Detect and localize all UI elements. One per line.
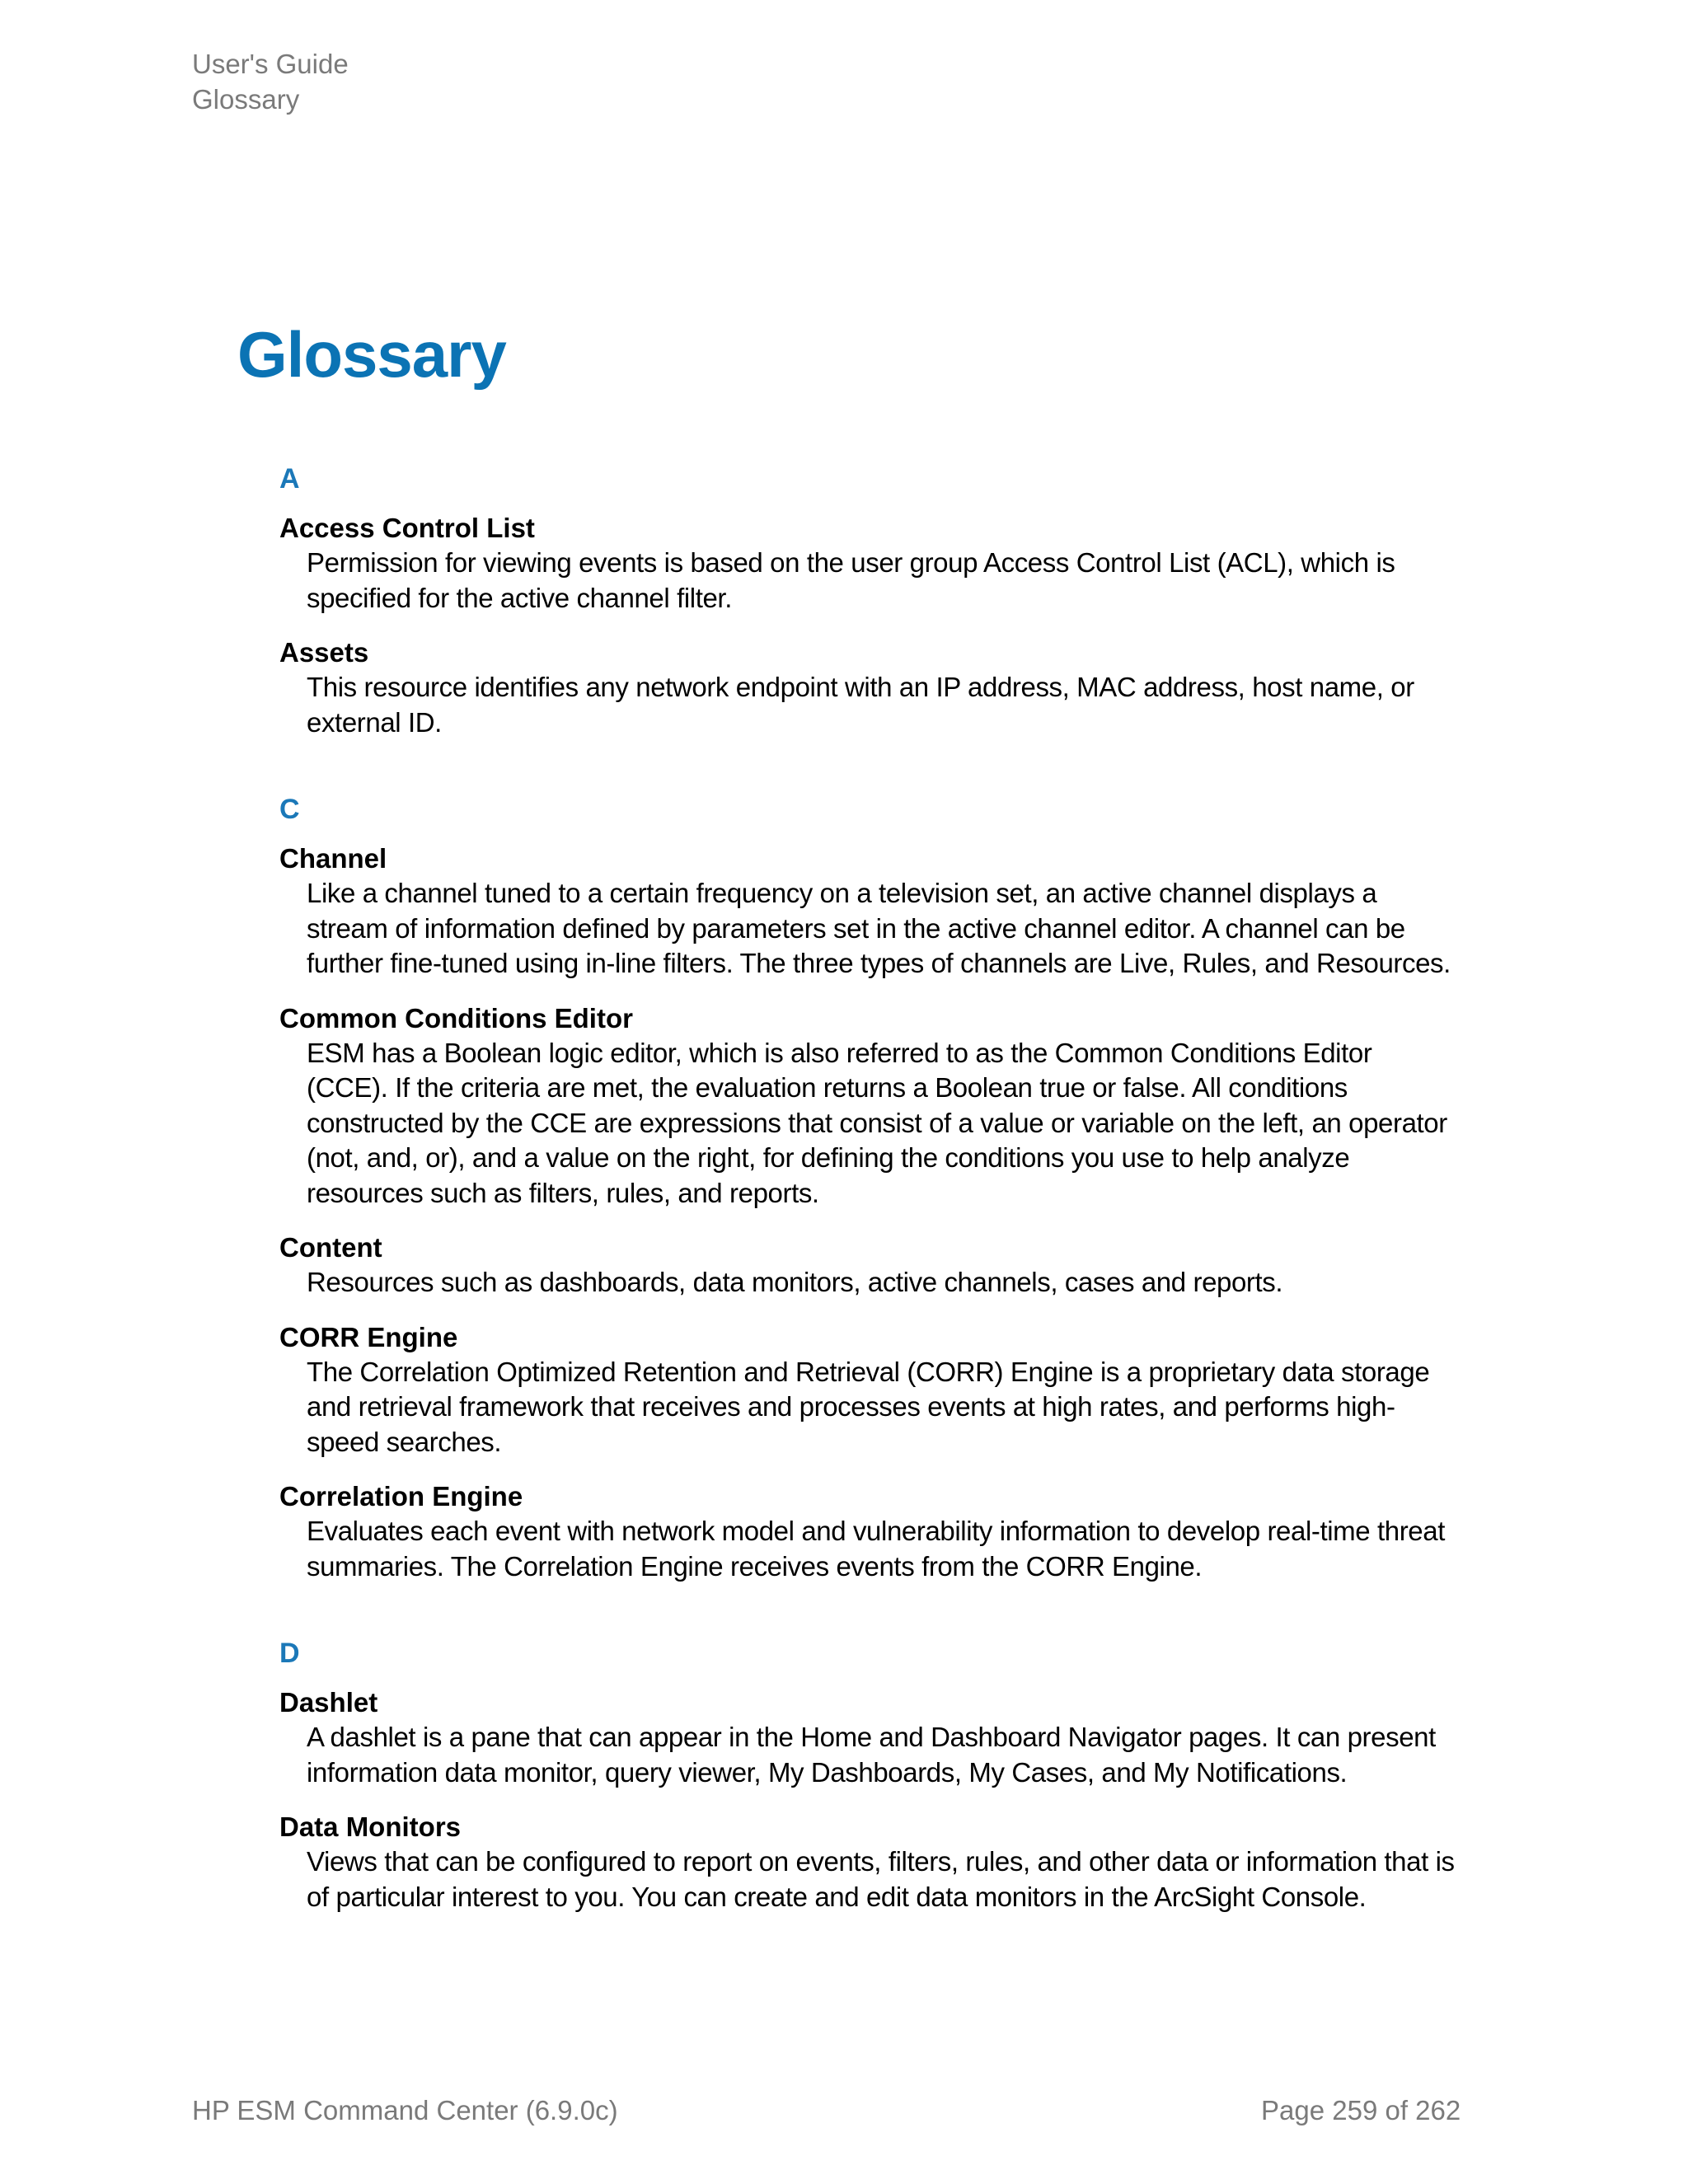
glossary-term: Content [279, 1232, 382, 1263]
footer-page-number: Page 259 of 262 [1261, 2095, 1461, 2125]
page-title: Glossary [237, 318, 506, 391]
letter-section-a [279, 457, 1458, 740]
header-guide-name: User's Guide [192, 49, 349, 79]
glossary-definition: ESM has a Boolean logic editor, which is also referred to as the Common Conditions Editor (CCE). If the criteria are met, the evaluation returns a Boolean true or false. All conditions constructed by the CCE are expressions that consist of a value or variable on the left, an operator (not, and, or), and a value on the right, for defining the conditions you use to help analyze resources such as filters, rules, and reports. [307, 1037, 1447, 1208]
glossary-definition: Like a channel tuned to a certain frequency on a television set, an active channel displays a stream of information defined by parameters set in the active channel editor. A channel can be further fine-tuned using in-line filters. The three types of channels are Live, Rules, and Resources. [307, 878, 1451, 978]
glossary-definition: Evaluates each event with network model and vulnerability information to develop real-time threat summaries. The Correlation Engine receives events from the CORR Engine. [307, 1516, 1445, 1582]
glossary-definition: A dashlet is a pane that can appear in the Home and Dashboard Navigator pages. It can present information data monitor, query viewer, My Dashboards, My Cases, and My Notifications. [307, 1722, 1436, 1788]
glossary-entry [279, 1685, 1458, 1790]
letter-heading: A [279, 463, 300, 494]
glossary-list [279, 457, 1458, 1915]
glossary-entry [279, 1479, 1458, 1584]
letter-section-c [279, 788, 1458, 1584]
running-header [192, 46, 349, 117]
glossary-term: Data Monitors [279, 1811, 462, 1842]
glossary-entry [279, 1230, 1458, 1301]
glossary-entry [279, 1001, 1458, 1212]
letter-heading: D [279, 1638, 300, 1669]
letter-section-d [279, 1632, 1458, 1915]
glossary-term: Correlation Engine [279, 1481, 523, 1511]
glossary-definition: The Correlation Optimized Retention and Retrieval (CORR) Engine is a proprietary data storage and retrieval framework that receives and processes events at high rates, and performs high-speed searches. [307, 1356, 1430, 1457]
glossary-term: Assets [279, 637, 369, 668]
glossary-entry [279, 511, 1458, 616]
glossary-definition: Permission for viewing events is based on the user group Access Control List (ACL), which is specified for the active channel filter. [307, 547, 1395, 613]
header-section-name: Glossary [192, 84, 300, 115]
glossary-term: Common Conditions Editor [279, 1002, 633, 1033]
footer-product-name: HP ESM Command Center (6.9.0c) [192, 2095, 618, 2125]
glossary-definition: Resources such as dashboards, data monitors, active channels, cases and reports. [307, 1267, 1283, 1297]
glossary-term: Channel [279, 843, 387, 874]
glossary-term: Access Control List [279, 513, 535, 543]
glossary-definition: This resource identifies any network endpoint with an IP address, MAC address, host name, or external ID. [307, 672, 1414, 738]
glossary-entry [279, 1320, 1458, 1460]
glossary-entry [279, 1810, 1458, 1915]
glossary-entry [279, 635, 1458, 740]
letter-heading: C [279, 794, 300, 825]
glossary-term: Dashlet [279, 1687, 378, 1718]
glossary-term: CORR Engine [279, 1321, 458, 1352]
glossary-definition: Views that can be configured to report on events, filters, rules, and other data or information that is of particular interest to you. You can create and edit data monitors in the ArcSight Console. [307, 1846, 1455, 1912]
glossary-entry [279, 841, 1458, 982]
